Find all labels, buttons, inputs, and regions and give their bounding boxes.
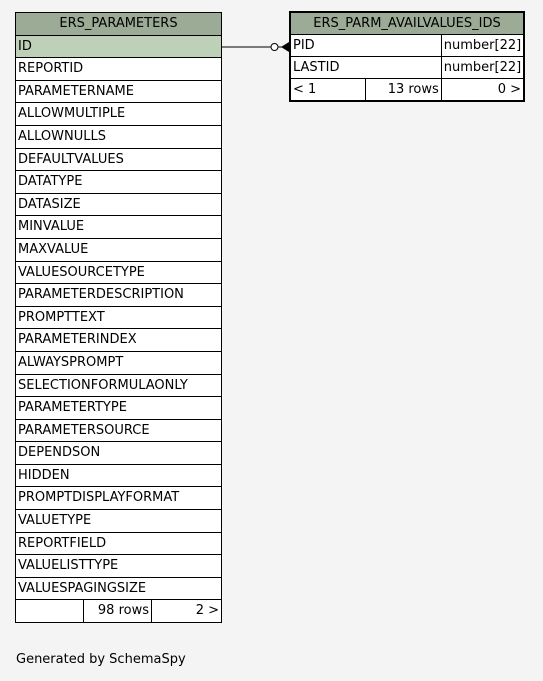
column-name[interactable]: HIDDEN [16, 464, 222, 487]
column-name[interactable]: PID [290, 35, 441, 57]
column-name[interactable]: ID [16, 35, 222, 58]
column-name[interactable]: MINVALUE [16, 216, 222, 239]
parents-count[interactable]: < 1 [290, 79, 366, 102]
column-name[interactable]: DATATYPE [16, 171, 222, 194]
column-name[interactable]: DATASIZE [16, 193, 222, 216]
column-name[interactable]: ALLOWNULLS [16, 125, 222, 148]
column-name[interactable]: VALUETYPE [16, 510, 222, 533]
column-name[interactable]: VALUESOURCETYPE [16, 261, 222, 284]
table-title[interactable]: ERS_PARM_AVAILVALUES_IDS [290, 12, 524, 35]
column-name[interactable]: LASTID [290, 57, 441, 79]
column-name[interactable]: VALUESPAGINGSIZE [16, 577, 222, 600]
column-name[interactable]: SELECTIONFORMULAONLY [16, 374, 222, 397]
row-count: 98 rows [84, 600, 152, 623]
column-name[interactable]: PARAMETERTYPE [16, 397, 222, 420]
column-type: number[22] [441, 57, 524, 79]
generated-by-text: Generated by SchemaSpy [16, 652, 186, 667]
column-name[interactable]: PROMPTTEXT [16, 306, 222, 329]
row-count: 13 rows [366, 79, 442, 102]
column-name[interactable]: REPORTFIELD [16, 532, 222, 555]
children-count[interactable]: 0 > [441, 79, 524, 102]
crows-foot-arrow [281, 42, 289, 52]
column-type: number[22] [441, 35, 524, 57]
column-name[interactable]: PARAMETERDESCRIPTION [16, 284, 222, 307]
column-name[interactable]: ALLOWMULTIPLE [16, 103, 222, 126]
column-name[interactable]: REPORTID [16, 58, 222, 81]
column-name[interactable]: PARAMETERINDEX [16, 329, 222, 352]
column-name[interactable]: PROMPTDISPLAYFORMAT [16, 487, 222, 510]
column-name[interactable]: ALWAYSPROMPT [16, 351, 222, 374]
optional-circle [271, 44, 278, 51]
column-name[interactable]: DEPENDSON [16, 442, 222, 465]
column-name[interactable]: DEFAULTVALUES [16, 148, 222, 171]
column-name[interactable]: PARAMETERNAME [16, 80, 222, 103]
column-name[interactable]: PARAMETERSOURCE [16, 419, 222, 442]
table-title[interactable]: ERS_PARAMETERS [16, 13, 222, 36]
column-name[interactable]: VALUELISTTYPE [16, 555, 222, 578]
column-name[interactable]: MAXVALUE [16, 238, 222, 261]
children-count[interactable]: 2 > [152, 600, 222, 623]
